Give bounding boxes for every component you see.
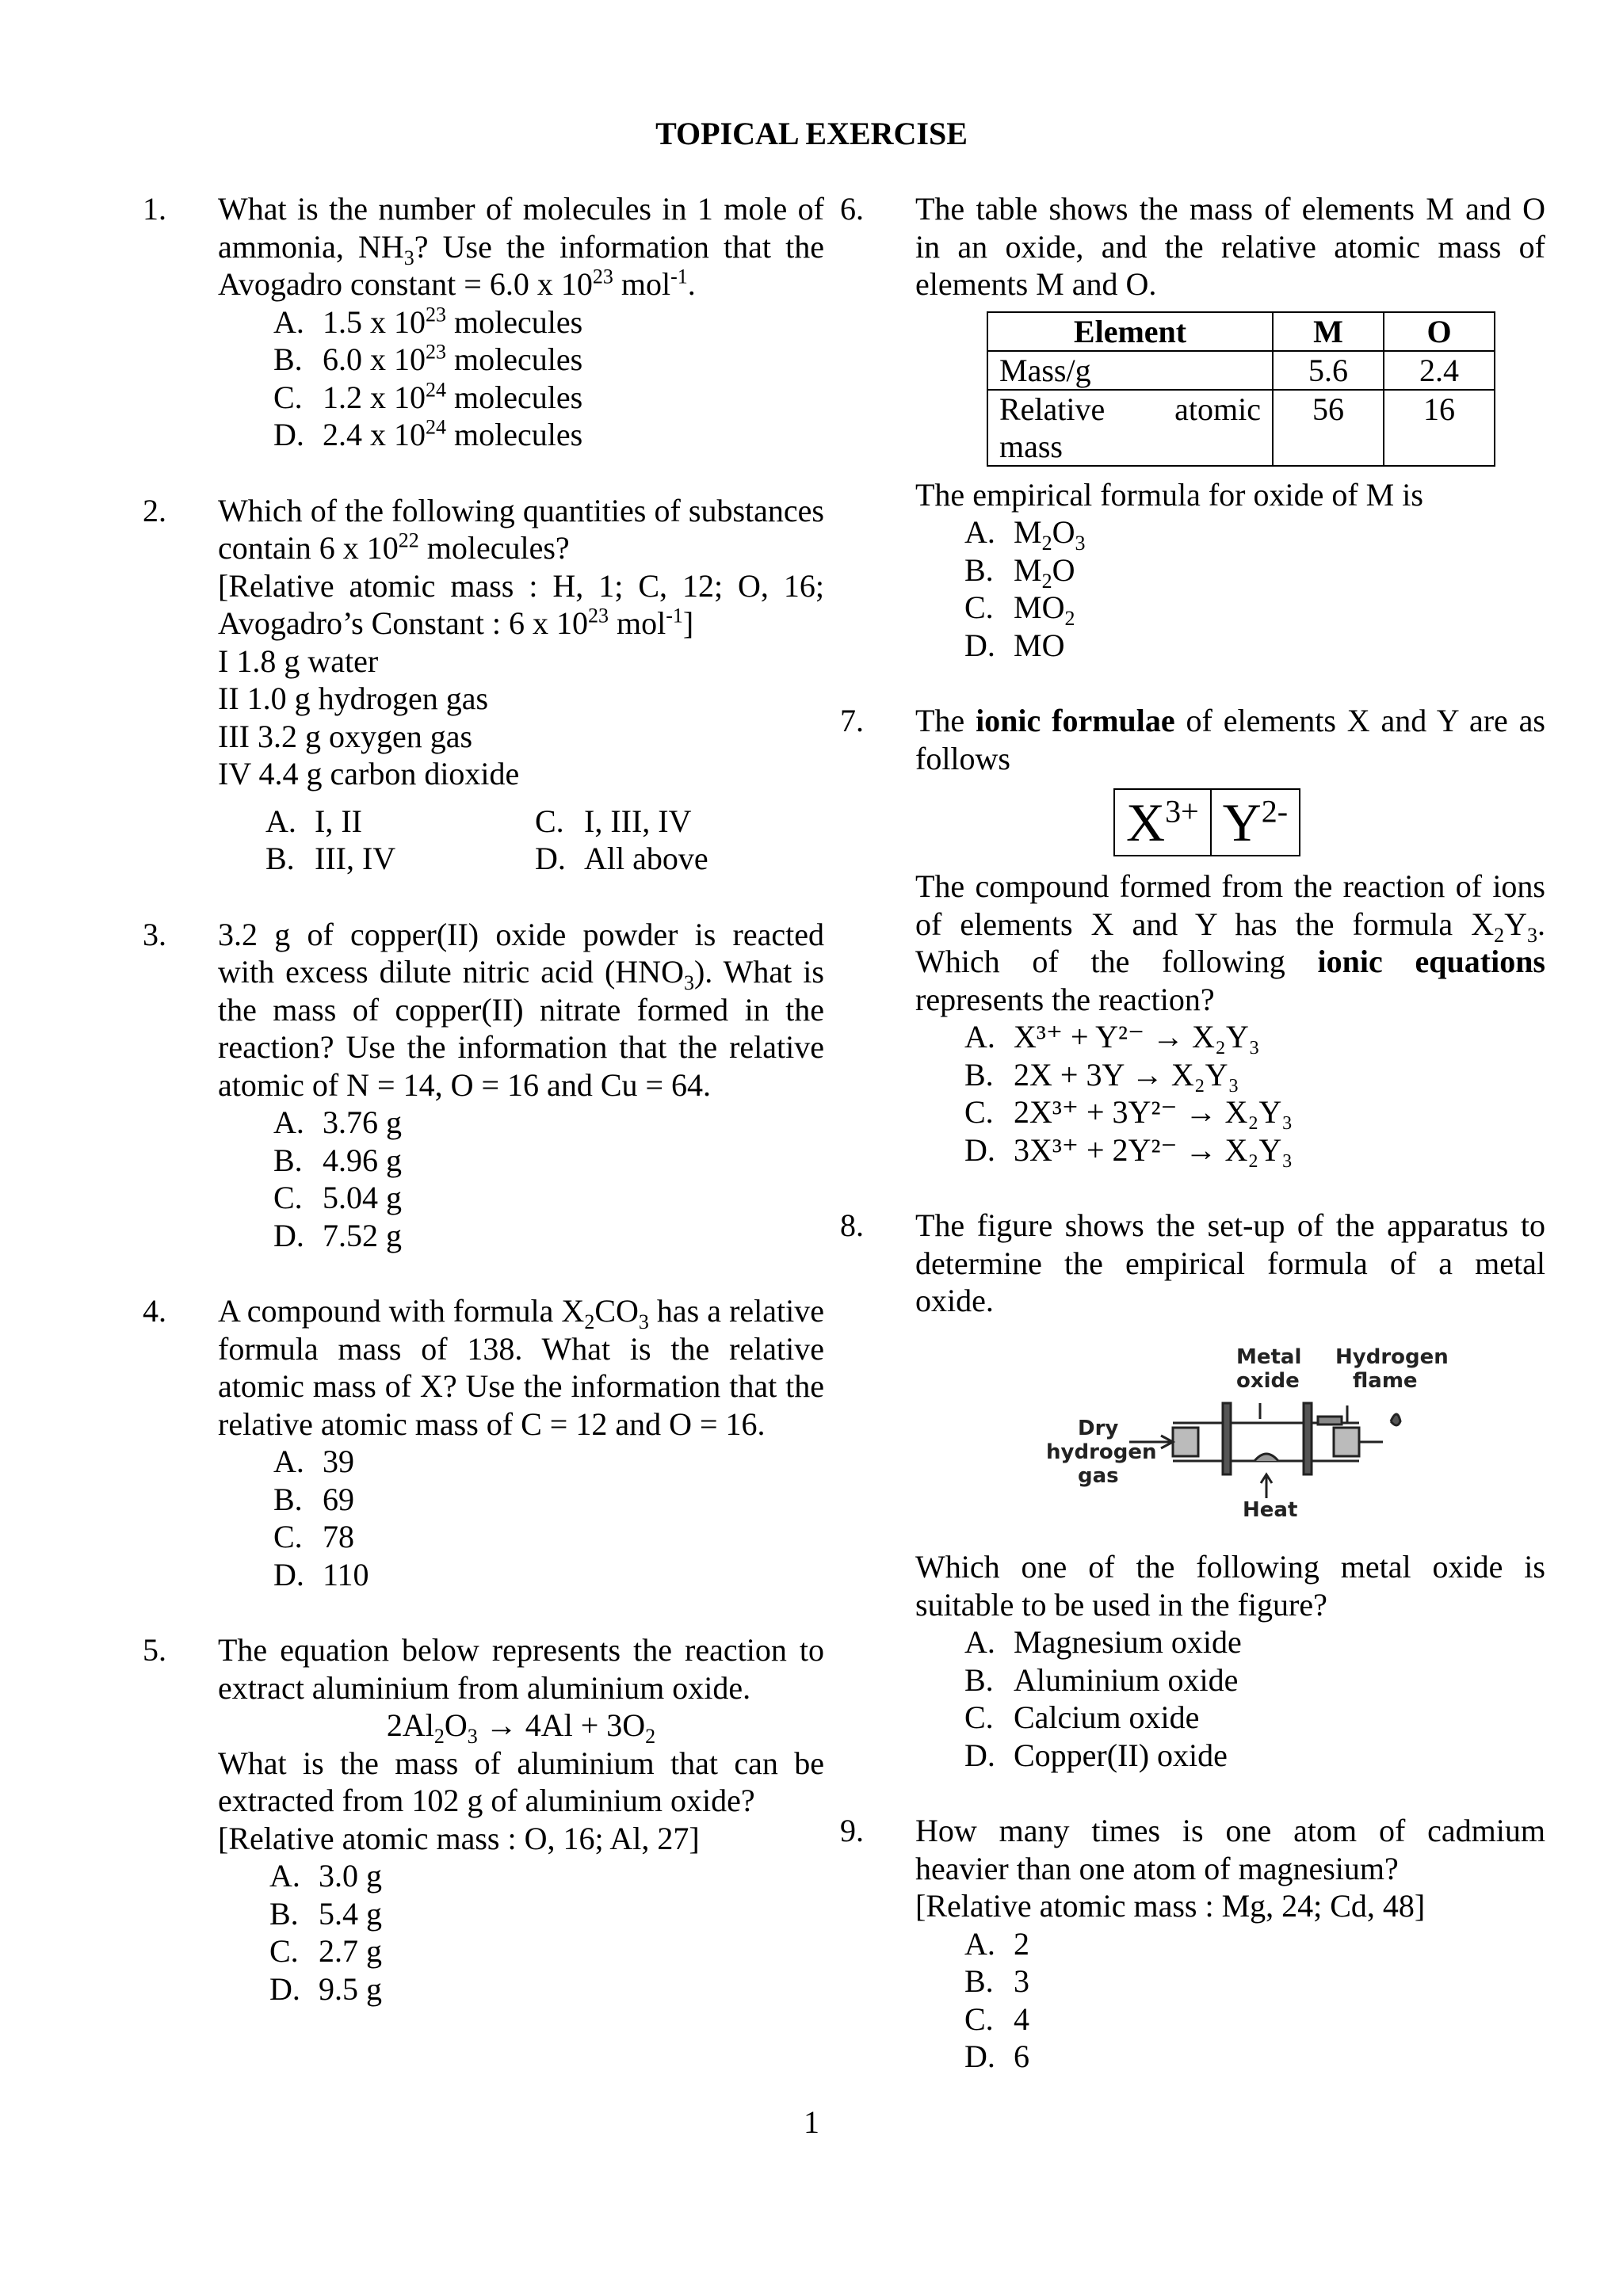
table-cell: 16 [1384,390,1495,466]
table-header: O [1384,312,1495,351]
option-a: A. 2 [964,1925,1029,1962]
option-c: C. $MO_2$ [964,589,1075,630]
metal-oxide-label: Metal [1236,1344,1302,1369]
option-a: A. 3.76 g [273,1104,402,1140]
table-row [987,351,1495,390]
question-number: 6. [840,191,864,227]
question-text: The table shows the mass of elements M and O in an oxide, and the relative atomic mass of elements M and O. [915,191,1545,302]
question-prompt: The empirical formula for oxide of M is [915,476,1423,513]
question-constants: [Relative atomic mass : Mg, 24; Cd, 48] [915,1888,1426,1924]
option-a: A. $M_2O_3$ [964,514,1086,555]
option-d: D. MO [964,627,1065,663]
question-5 [143,1631,824,2008]
table-header: M [1273,312,1384,351]
option-d: D. 2.4 x $10^{24}$ molecules [273,415,583,452]
option-c: C. 1.2 x $10^{24}$ molecules [273,378,583,415]
option-c: C. 4 [964,2000,1029,2037]
question-prompt: Which one of the following metal oxide is suitable to be used in the figure? [915,1549,1545,1623]
question-number: 5. [143,1632,166,1668]
option-a: A. I, II [265,803,362,839]
question-8 [840,1207,1545,1774]
option-b: B. 3 [964,1963,1029,1999]
question-4 [143,1292,824,1593]
table-row [987,390,1495,466]
statement: I 1.8 g water [218,643,379,679]
options-grid [218,803,824,878]
right-column [840,190,1545,2114]
question-text: What is the number of molecules in 1 mole of ammonia, $NH_3$? Use the information that the Avogadro constant = 6.0 x $10^{23}$ mol$^{-1}$. [218,191,824,302]
question-number: 3. [143,916,166,952]
question-prompt: The compound formed from the reaction of ions of elements X and Y has the formula $X_2Y_3$. Which of the following ionic equations represents the reaction? [915,868,1546,1017]
question-constants: [Relative atomic mass : H, 1; C, 12; O, 16; Avogadro’s Constant : 6 x $10^{23}$ mol$^{-1}$] [218,567,824,641]
question-6 [840,190,1545,664]
question-text: The equation below represents the reaction to extract aluminium from aluminium oxide. [218,1632,824,1706]
question-text: The ionic formulae of elements X and Y are as follows [915,703,1545,776]
question-number: 2. [143,492,166,528]
question-number: 8. [840,1207,864,1243]
option-d: D. All above [535,841,708,876]
question-3 [143,916,824,1255]
question-constants: [Relative atomic mass : O, 16; Al, 27] [218,1820,700,1856]
option-c: C. 78 [273,1519,354,1554]
table-cell: Relative atomic mass [987,390,1273,466]
page-number: 1 [804,2104,819,2140]
option-d: D. 7.52 g [273,1217,402,1253]
option-a: A. Magnesium oxide [964,1624,1242,1660]
option-c: C. I, III, IV [535,803,692,839]
option-a: A. 1.5 x $10^{23}$ molecules [273,303,583,340]
option-b: B. $M_2O$ [964,551,1075,593]
option-c: C. 5.04 g [273,1180,402,1215]
option-b: B. 69 [273,1481,354,1517]
apparatus-figure [1042,1328,1545,1535]
option-d: D. 6 [964,2039,1029,2074]
element-table [987,311,1495,467]
page-title: TOPICAL EXERCISE [655,116,968,151]
question-number: 1. [143,191,166,227]
hydrogen-flame-label: flame [1353,1368,1418,1393]
option-d: D. 9.5 g [269,1970,382,2007]
question-text: A compound with formula $X_2CO_3$ has a relative formula mass of 138. What is the relative atomic mass of X? Use the information that the relative atomic mass of C = 12 and O = 16. [218,1293,824,1442]
chemical-equation: $2Al_2O_3 \to 4Al + 3O_2$ [386,1707,656,1748]
apparatus-diagram [1042,1328,1454,1526]
option-b: B. Aluminium oxide [964,1661,1239,1698]
option-c: C. 2.7 g [269,1933,382,1969]
option-d: D. Copper(II) oxide [964,1737,1228,1773]
metal-oxide-label: oxide [1236,1368,1300,1393]
question-text: 3.2 g of copper(II) oxide powder is reacted with excess dilute nitric acid $(HNO_3)$. What is the mass of copper(II) nitrate formed in the reaction? Use the information that the relative atomic of N = 14, O = 16 and Cu = 64. [218,916,824,1103]
left-column [143,190,824,2046]
option-b: B. 6.0 x $10^{23}$ molecules [273,340,583,377]
dry-hydrogen-label: hydrogen [1046,1440,1157,1464]
question-text: How many times is one atom of cadmium heavier than one atom of magnesium? [915,1813,1545,1886]
question-number: 9. [840,1813,864,1848]
ionic-formulae-box [1113,788,1300,856]
option-c: C. Calcium oxide [964,1699,1200,1735]
ion-y: $Y^{2-}$ [1210,790,1299,855]
heat-label: Heat [1243,1497,1298,1522]
question-number: 7. [840,703,864,738]
question-text: Which of the following quantities of substances contain 6 x $10^{22}$ molecules? [218,492,824,566]
option-d: D. 3X³⁺ + 2Y²⁻ → X₂Y₃ [964,1131,1293,1168]
hydrogen-flame-label: Hydrogen [1335,1344,1449,1369]
option-d: D. 110 [273,1556,369,1592]
question-text: The figure shows the set-up of the apparatus to determine the empirical formula of a metal oxide. [915,1207,1545,1318]
table-cell: 2.4 [1384,351,1495,390]
statement: IV 4.4 g carbon dioxide [218,756,520,791]
option-a: A. 3.0 g [269,1858,382,1894]
table-header: Element [987,312,1273,351]
option-b: B. 4.96 g [273,1142,402,1178]
option-a: A. X³⁺ + Y²⁻ → X₂Y₃ [964,1019,1260,1055]
table-cell: 56 [1273,390,1384,466]
option-b: B. 5.4 g [269,1895,382,1932]
ion-x: $X^{3+}$ [1126,792,1199,852]
question-number: 4. [143,1293,166,1329]
question-9 [840,1812,1545,2076]
question-1 [143,190,824,454]
question-7 [840,702,1545,1169]
option-b: B. 2X + 3Y → X₂Y₃ [964,1056,1239,1093]
question-prompt: What is the mass of aluminium that can be extracted from 102 g of aluminium oxide? [218,1745,824,1818]
combustion-tube [1129,1403,1400,1498]
question-2 [143,492,824,878]
statement: III 3.2 g oxygen gas [218,718,473,754]
option-c: C. 2X³⁺ + 3Y²⁻ → X₂Y₃ [964,1094,1293,1130]
table-header-row [987,312,1495,351]
table-cell: Mass/g [987,351,1273,390]
dry-hydrogen-label: Dry [1078,1416,1119,1440]
table-cell: 5.6 [1273,351,1384,390]
statement: II 1.0 g hydrogen gas [218,681,489,716]
option-b: B. III, IV [265,841,396,876]
option-a: A. 39 [273,1444,354,1479]
dry-hydrogen-label: gas [1078,1463,1119,1488]
